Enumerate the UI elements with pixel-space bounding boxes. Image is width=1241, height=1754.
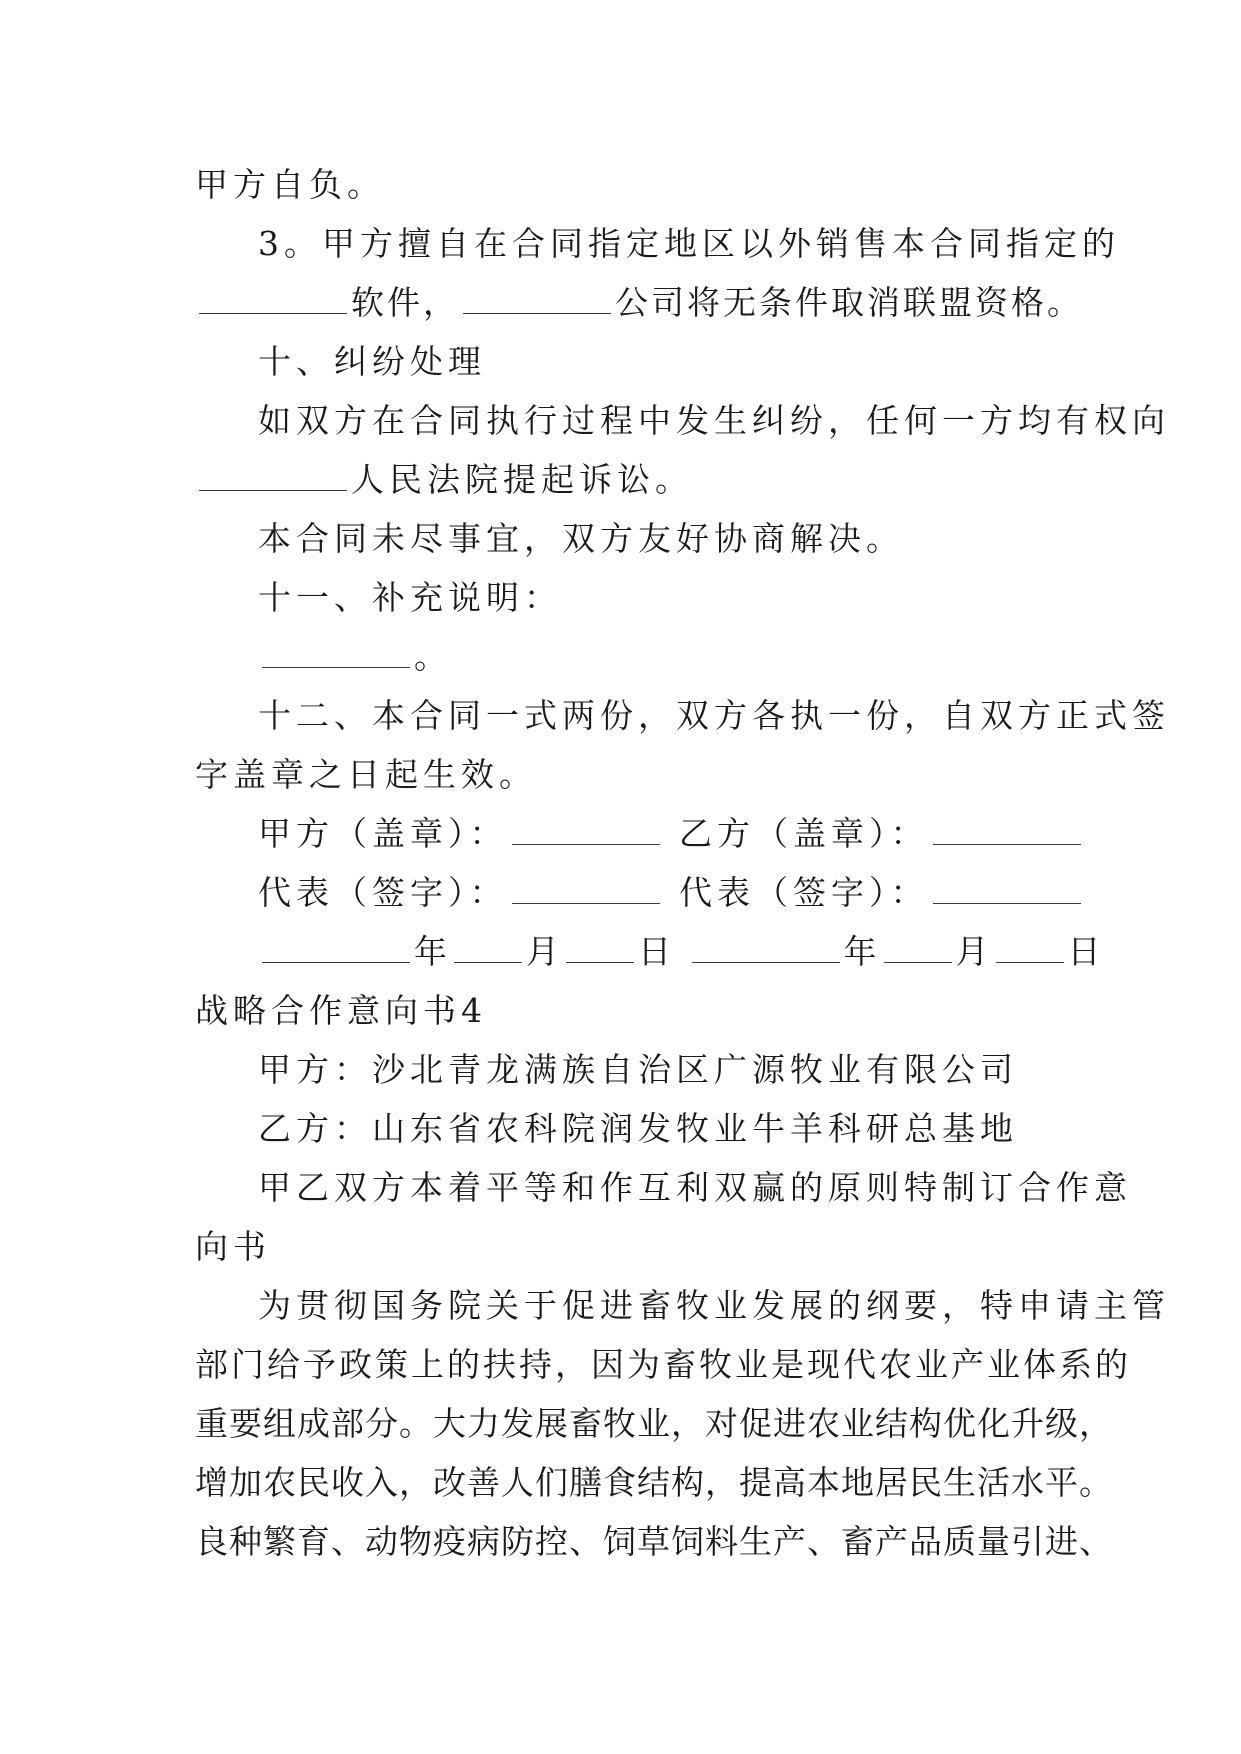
fill-blank xyxy=(566,936,634,963)
paragraph-line xyxy=(195,1227,271,1267)
line-text: 人民法院提起诉讼。 xyxy=(351,460,693,499)
date-day-label: 日 xyxy=(1067,932,1104,971)
party-a-seal-label: 甲方（盖章）： xyxy=(258,814,508,853)
line-text: 3。甲方擅自在合同指定地区以外销售本合同指定的 xyxy=(258,224,1120,263)
date-month-label: 月 xyxy=(955,932,992,971)
line-text: 向书 xyxy=(195,1227,271,1266)
fill-blank xyxy=(262,936,410,963)
section-heading xyxy=(258,578,562,618)
line-text: 如双方在合同执行过程中发生纠纷，任何一方均有权向 xyxy=(258,401,1170,440)
document-title xyxy=(195,991,487,1031)
line-text: 本合同未尽事宜，双方友好协商解决。 xyxy=(258,519,904,558)
date-line xyxy=(258,932,1104,972)
date-day-label: 日 xyxy=(638,932,674,971)
line-text: 十、纠纷处理 xyxy=(258,342,486,381)
line-text: 软件， xyxy=(351,283,459,322)
party-a-rep-label: 代表（签字）： xyxy=(258,873,508,912)
date-year-label: 年 xyxy=(414,932,450,971)
line-text: 为贯彻国务院关于促进畜牧业发展的纲要，特申请主管 xyxy=(258,1286,1170,1325)
paragraph-line xyxy=(258,519,904,559)
paragraph-line xyxy=(195,1404,1113,1444)
paragraph-line xyxy=(195,165,385,205)
fill-blank xyxy=(199,464,347,491)
fill-blank xyxy=(512,818,660,845)
paragraph-line xyxy=(258,1286,1170,1326)
paragraph-line xyxy=(258,1168,1132,1208)
paragraph-line xyxy=(258,401,1170,441)
signature-line xyxy=(258,814,1085,854)
party-a-line xyxy=(258,1050,1018,1090)
party-b-seal-label: 乙方（盖章）： xyxy=(679,814,929,853)
fill-blank xyxy=(454,936,522,963)
fill-blank xyxy=(199,287,347,314)
fill-blank xyxy=(463,287,611,314)
fill-blank xyxy=(692,936,840,963)
line-text: 十二、本合同一式两份，双方各执一份，自双方正式签 xyxy=(258,696,1170,735)
signature-line xyxy=(258,873,1085,913)
section-heading xyxy=(258,342,486,382)
fill-blank xyxy=(933,877,1081,904)
fill-blank xyxy=(884,936,952,963)
paragraph-line xyxy=(195,460,693,500)
line-text: 乙方：山东省农科院润发牧业牛羊科研总基地 xyxy=(258,1109,1018,1148)
fill-blank xyxy=(933,818,1081,845)
line-text: 甲方自负。 xyxy=(195,165,385,204)
paragraph-line xyxy=(258,224,1120,264)
party-b-line xyxy=(258,1109,1018,1149)
fill-blank xyxy=(512,877,660,904)
line-text: 战略合作意向书4 xyxy=(195,991,487,1030)
paragraph-line xyxy=(258,637,452,677)
line-text: 。 xyxy=(414,637,452,676)
date-month-label: 月 xyxy=(526,932,562,971)
paragraph-line xyxy=(195,1522,1113,1562)
line-text: 良种繁育、动物疫病防控、饲草饲料生产、畜产品质量引进、 xyxy=(195,1522,1113,1561)
line-text: 增加农民收入，改善人们膳食结构，提高本地居民生活水平。 xyxy=(195,1463,1113,1502)
paragraph-line xyxy=(195,755,537,795)
fill-blank xyxy=(262,641,410,668)
paragraph-line xyxy=(195,1463,1113,1503)
line-text: 甲乙双方本着平等和作互利双赢的原则特制订合作意 xyxy=(258,1168,1132,1207)
line-text: 字盖章之日起生效。 xyxy=(195,755,537,794)
paragraph-line xyxy=(195,1345,1131,1385)
date-year-label: 年 xyxy=(843,932,880,971)
line-text: 十一、补充说明： xyxy=(258,578,562,617)
line-text: 公司将无条件取消联盟资格。 xyxy=(615,283,1083,322)
paragraph-line xyxy=(195,283,1083,323)
line-text: 部门给予政策上的扶持，因为畜牧业是现代农业产业体系的 xyxy=(195,1345,1131,1384)
party-b-rep-label: 代表（签字）： xyxy=(679,873,929,912)
fill-blank xyxy=(996,936,1064,963)
paragraph-line xyxy=(258,696,1170,736)
line-text: 重要组成部分。大力发展畜牧业，对促进农业结构优化升级， xyxy=(195,1404,1113,1443)
line-text: 甲方：沙北青龙满族自治区广源牧业有限公司 xyxy=(258,1050,1018,1089)
